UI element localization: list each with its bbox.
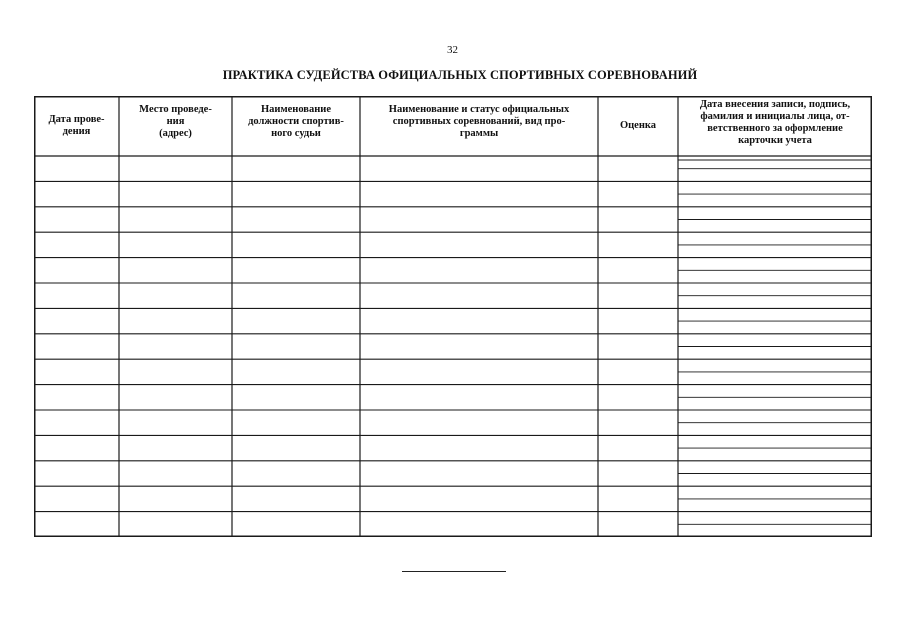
footer-divider bbox=[402, 571, 506, 572]
judging-practice-table bbox=[34, 96, 872, 537]
table-border bbox=[35, 97, 872, 537]
header-grade: Оценка bbox=[619, 120, 657, 131]
table-grid-lines bbox=[34, 96, 872, 537]
header-place: Место проведе- ния (адрес) bbox=[139, 104, 212, 139]
document-title: ПРАКТИКА СУДЕЙСТВА ОФИЦИАЛЬНЫХ СПОРТИВНЫХ СОРЕВНОВАНИЙ bbox=[222, 68, 698, 82]
header-record-entry: Дата внесения записи, подпись, фамилия и инициалы лица, от- ветственного за оформление карточки учета bbox=[699, 99, 851, 146]
page-number: 32 bbox=[447, 44, 458, 56]
header-date: Дата прове- дения bbox=[48, 114, 105, 137]
header-judge-position: Наименование должности спортив- ного судьи bbox=[248, 104, 344, 139]
header-competition: Наименование и статус официальных спортивных соревнований, вид про- граммы bbox=[388, 104, 570, 139]
